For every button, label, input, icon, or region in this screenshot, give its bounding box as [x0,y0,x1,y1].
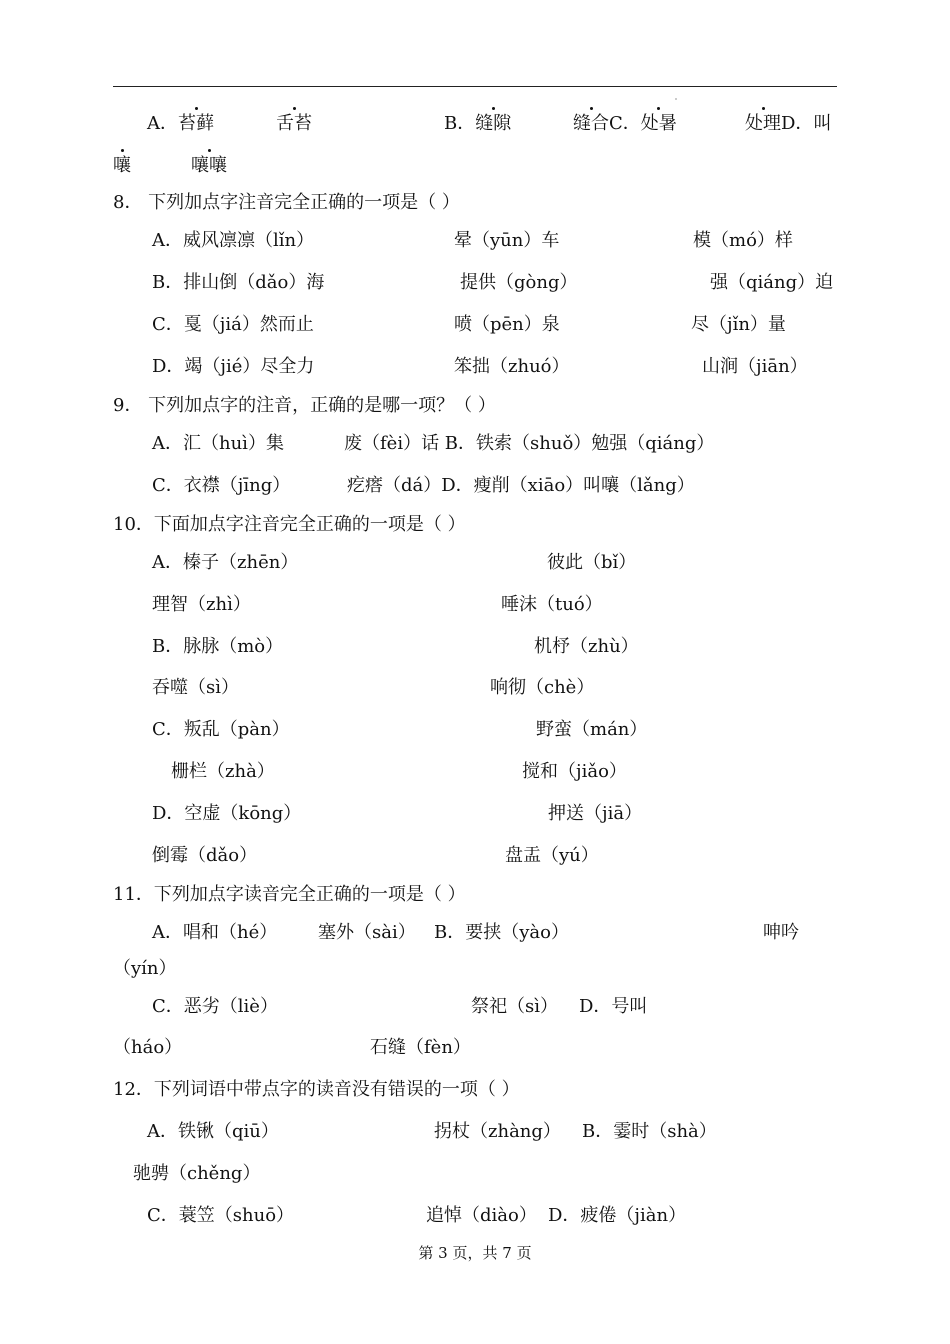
q8-d3: 山涧（jiān） [702,356,808,377]
q7-d-head: 叫 [813,113,832,134]
q11-c2: 祭祀（sì） [471,996,558,1017]
q11-d1-pinyin: （háo） [113,1037,183,1058]
q10-r2-left: 理智（zhì） [152,594,251,615]
q8-b2: 提供（gòng） [460,272,578,293]
q7-b-word2: 缝合 [573,113,609,134]
q10-r3-right: 机杼（zhù） [534,636,639,657]
q7-options-line [147,113,214,135]
q7-b-word1: 缝隙 [475,113,512,134]
q10-r1-left: A．榛子（zhēn） [152,552,299,573]
q8-c2: 喷（pēn）泉 [454,314,560,335]
q9-line1-a: A．汇（huì）集 [152,433,284,454]
q8-d2: 笨拙（zhuó） [454,356,570,377]
q7-a-word2: 舌苔 [276,113,312,134]
q10-r6-right: 搅和（jiǎo） [522,761,627,782]
q7-c-word2: 处理 [745,113,781,134]
q11-c1: C．恶劣（liè） [152,996,278,1017]
q11-a2: 塞外（sài） [318,922,416,943]
q10-r5-right: 野蛮（mán） [536,719,648,740]
q8-a3: 模（mó）样 [693,230,793,251]
q11-b2: 呻吟 [763,922,799,943]
q8-a1: A．威风凛凛（lǐn） [152,230,315,251]
q7-d-word1-line [113,155,131,177]
q7-option-b [444,113,511,135]
q12-a1: A．铁锹（qiū） [147,1121,279,1142]
q7-option-b-label: B． [444,113,476,134]
q10-r5-left: C．叛乱（pàn） [152,719,290,740]
q7-option-a-label: A． [147,113,178,134]
q9-stem: 9． 下列加点字的注音，正确的是哪一项？（ ） [113,395,496,416]
q11-stem: 11．下列加点字读音完全正确的一项是（ ） [113,884,466,905]
q11-d2: 石缝（fèn） [370,1037,471,1058]
q7-a-word1: 苔藓 [178,113,214,134]
q11-b2-pinyin: （yín） [113,958,177,979]
q12-a2: 拐杖（zhàng） [434,1121,561,1142]
q8-stem: 8． 下列加点字注音完全正确的一项是（ ） [113,192,460,213]
q7-d-word2-line [191,155,227,177]
q12-c1: C．蓑笠（shuō） [147,1205,295,1226]
q10-r3-left: B．脉脉（mò） [152,636,284,657]
q9-line2-d: 疙瘩（dá）D．瘦削（xiāo）叫嚷（lǎng） [347,475,695,496]
q7-d-word2: 嚷嚷 [191,155,227,176]
q8-d1: D．竭（jié）尽全力 [152,356,315,377]
scan-speck [675,98,677,100]
q10-r1-right: 彼此（bǐ） [547,552,637,573]
q10-r7-left: D．空虚（kōng） [152,803,302,824]
page-footer: 第 3 页，共 7 页 [418,1244,532,1262]
q7-d-word1: 嚷 [113,155,131,176]
q12-stem: 12．下列词语中带点字的读音没有错误的一项（ ） [113,1079,520,1100]
q8-c1: C．戛（jiá）然而止 [152,314,314,335]
q10-r4-right: 响彻（chè） [490,677,595,698]
q9-line2-c: C．衣襟（jīng） [152,475,291,496]
q7-option-d-label: D． [781,113,814,134]
q12-c2: 追悼（diào） [426,1205,537,1226]
header-rule [113,86,837,87]
q7-c2-d-line [745,113,831,135]
q9-line1-b: 废（fèi）话 B．铁索（shuǒ）勉强（qiáng） [344,433,715,454]
q7-b2-c-line [573,113,677,135]
q7-a-word2-line [276,113,312,135]
q11-b1: B．要挟（yào） [434,922,569,943]
q12-d1: D．疲倦（jiàn） [548,1205,687,1226]
q7-option-c-label: C． [609,113,641,134]
q10-r7-right: 押送（jiā） [548,803,643,824]
q10-stem: 10．下面加点字注音完全正确的一项是（ ） [113,514,466,535]
q8-a2: 晕（yūn）车 [454,230,560,251]
q10-r6-left: 栅栏（zhà） [171,761,275,782]
q10-r8-right: 盘盂（yú） [505,845,599,866]
q12-b1: B．霎时（shà） [582,1121,717,1142]
q8-b3: 强（qiáng）迫 [710,272,834,293]
q8-b1: B．排山倒（dǎo）海 [152,272,325,293]
q11-d1: D．号叫 [579,996,648,1017]
q7-c-word1: 处暑 [640,113,677,134]
q10-r2-right: 唾沫（tuó） [501,594,603,615]
q11-a1: A．唱和（hé） [152,922,278,943]
q12-b2: 驰骋（chěng） [133,1163,261,1184]
q10-r4-left: 吞噬（sì） [152,677,239,698]
q8-c3: 尽（jǐn）量 [691,314,786,335]
q10-r8-left: 倒霉（dǎo） [152,845,258,866]
